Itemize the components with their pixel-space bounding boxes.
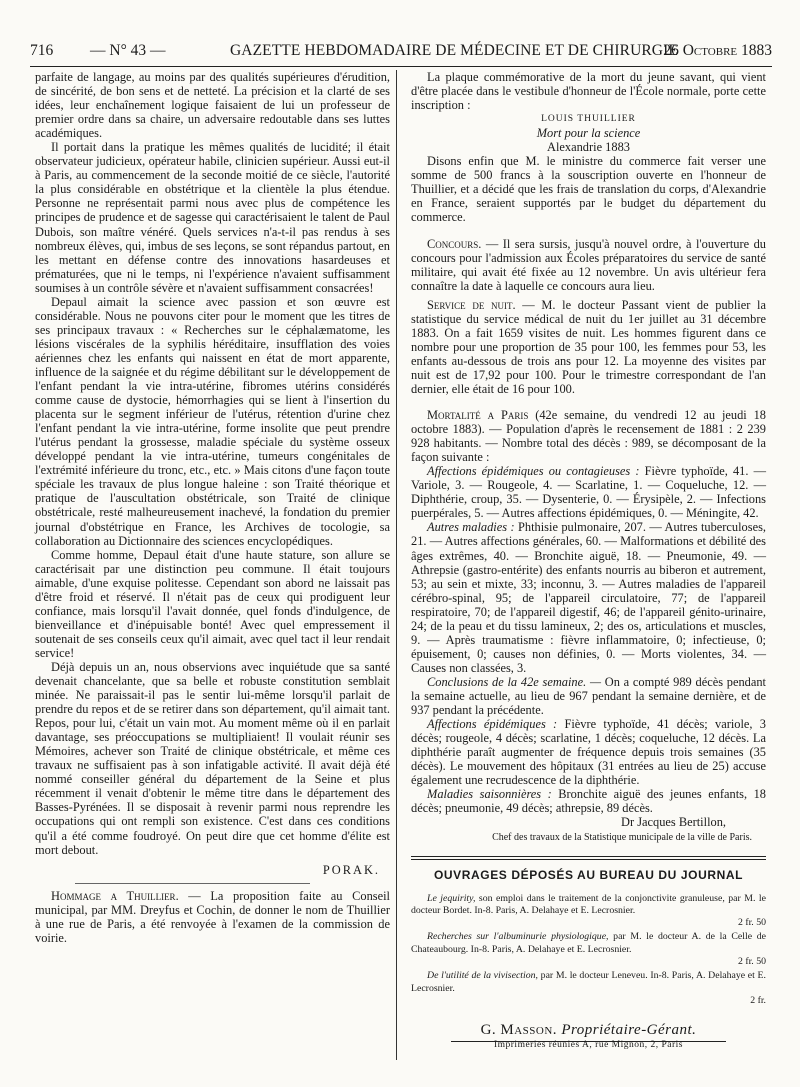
page-number: 716 [30,42,54,59]
issue-date: 26 Octobre 1883 [663,42,772,59]
book-title: De l'utilité de la vivisection, [427,970,538,982]
right-column [411,70,766,1042]
publisher-role: Propriétaire-Gérant. [561,1022,697,1039]
journal-title: GAZETTE HEBDOMADAIRE DE MÉDECINE ET DE CHIRURGIE [230,42,678,59]
paragraph: Il portait dans la pratique les mêmes qualités de lucidité; il était observateur judicieux, opérateur habile, clinicien supérieur. Aussi eut-il à Paris, au commencement de la seconde moitié de ce siècle, l'autorité la plus considérable en obstétrique et la clientèle la plus étendue. Personne ne représentait parmi nous avec plus de compétence les principes de prudence et de sagesse qui caractérisaient le talent de Paul Dubois, son maître vénéré. Quels services n'a-t-il pas rendus à ses nombreux élèves, qui, imbus de ses leçons, se sont répandus partout, en les mettant en défense contre des innovations hasardeuses et prématurées, que ni le temps, ni l'expérience n'avaient suffisamment soumises à un contrôle sévère et n'avaient suffisamment consacrées! [35,140,390,295]
news-item [411,298,766,396]
paragraph: La plaque commémorative de la mort du jeune savant, qui vient d'être placée dans le vestibule d'honneur de l'École normale, porte cette inscription : [411,70,766,113]
paragraph: Depaul aimait la science avec passion et son œuvre est considérable. Nous ne pouvons citer pour le moment que les titres de ses principaux travaux : « Recherches sur le céphalæmatome, les lésions viscérales de la syphilis héréditaire, insufflation des voies aériennes chez les enfants qui naissent en état de mort apparente, influence de la saignée et du régime débilitant sur le développement de l'enfant pendant la vie intra-utérine, fibromes utérins considérés comme cause de dystocie, hémorrhagies qui se lient à l'insertion du placenta sur le segment inférieur de l'utérus, rétention d'urine chez l'enfant pendant la vie intra-utérine, forme insolite que peut prendre l'utérus pendant la grossesse, maladie spéciale du système osseux développé pendant la vie intra-utérine, tumeurs congénitales de l'extrémité inférieure du tronc, etc., etc. » Mais citons d'une façon toute spéciale les travaux de plus longue haleine : son Traité théorique et pratique de l'auscultation obstétricale, son Traité de clinique obstétricale, resté malheureusement inachevé, la fondation du premier journal d'obstétrique en France, les Archives de tocologie, sa collaboration au Dictionnaire des sciences encyclopédiques. [35,294,390,548]
paragraph: Déjà depuis un an, nous observions avec inquiétude que sa santé devenait chancelante, que sa belle et robuste constitution semblait minée. Ne paraissait-il pas le sentir lui-même lorsqu'il parlait de prendre du repos et de se retirer dans son département, qu'il aimait tant. Repos, pour lui, c'était un vain mot. Au moment même où il en parlait davantage, ses préoccupations se multipliaient! Il voulait réunir ses Mémoires, achever son Traité de clinique obstétricale, et même ces travaux ne suffisaient pas à son infatigable activité. Il avait déjà été nommé conseiller général du département de la Seine et plus récemment il venait d'obtenir le même titre dans le département des Basses-Pyrénées. Il se disposait à revenir parmi nous reprendre les occupations qui ont rempli son existence. C'est dans ces conditions qu'il a été comme foudroyé. On peut dire que cet homme d'élite est mort debout. [35,659,390,857]
book-details: par M. le docteur A. de la Celle de Chateaubourg. In-8. Paris, A. Delahaye et E. Lecrosnier. [411,931,767,955]
plaque-line: Mort pour la science [536,126,641,141]
stat-heading: Maladies saisonnières : [427,787,552,802]
news-text: La proposition faite au Conseil municipal, par MM. Dreyfus et Cochin, de donner le nom de Thuillier à une rue de Paris, a été renvoyée à l'examen de la commission de voirie. [35,888,390,945]
stat-item [411,787,766,815]
news-heading: Service de nuit. — [427,297,535,312]
stat-item [411,675,766,717]
publisher-line [411,1023,766,1037]
news-item [411,237,766,293]
stat-text: Phthisie pulmonaire, 207. — Autres tuberculoses, 21. — Autres affections générales, 60. — Malformations et débilité des âges extrêmes, 40. — Bronchite aiguë, 18. — Pneumonie, 49. — Athrepsie (gastro-entérite) des enfants nourris au biberon et autrement, 53; au sein et mixte, 33; inconnu, 3. — Autres maladies de l'appareil cérébro-spinal, 95; de l'appareil circulatoire, 77; de l'appareil respiratoire, 70; de l'appareil digestif, 46; de l'appareil génito-urinaire, 24; de la peau et du tissu lamineux, 2; des os, articulations et muscles, 9. — Après traumatisme : fièvre inflammatoire, 0; infectieuse, 0; épuisement, 0; causes non définies, 0. — Morts violentes, 34. — Causes non classées, 3. [411,520,766,675]
stat-heading: Affections épidémiques : [427,717,558,732]
ouvrages-rule-top [411,856,766,857]
left-column [35,70,390,945]
stat-heading: Autres maladies : [427,520,515,535]
paragraph: Disons enfin que M. le ministre du commerce fait verser une somme de 500 francs à la souscription ouverte en l'honneur de Thuillier, et a décidé que les frais de translation du corps, d'Alexandrie en France, seraient supportés par le budget du département du commerce. [411,154,766,225]
book-price: 2 fr. 50 [737,917,766,929]
stat-item [411,520,766,675]
stat-item [411,717,766,787]
plaque-line: Alexandrie 1883 [547,140,630,155]
stat-text: On a compté 989 décès pendant la semaine actuelle, au lieu de 967 pendant la semaine dernière, et de 937 pendant la précédente. [411,674,767,718]
header-rule [30,66,772,67]
stat-item [411,464,766,520]
news-heading: Concours. — [427,236,499,251]
paragraph: parfaite de langage, au moins par des qualités supérieures d'érudition, de sincérité, de bon sens et de netteté. La précision et la clarté de ses idées, leur enchaînement logique faisaient de lui un professeur de premier ordre dans sa chaire, un adversaire redoutable dans ses luttes académiques. [35,70,390,141]
stat-text: Bronchite aiguë des jeunes enfants, 18 décès; pneumonie, 49 décès; athrepsie, 89 décès. [411,787,766,816]
book-entry [411,893,766,930]
ouvrages-rule-bottom [411,859,766,860]
news-heading: Hommage a Thuillier. — [51,888,201,903]
bertillon-signature: Dr Jacques Bertillon, [621,815,726,830]
stat-text: Fièvre typhoïde, 41 décès; variole, 3 décès; rougeole, 4 décès; scarlatine, 1 décès; coqueluche, 12 décès. La diphthérie paraît augmenter de fréquence depuis trois semaines (35 décès). Le mouvement des hôpitaux (31 entrées au lieu de 25) accuse également une recrudescence de la diphthérie. [411,717,766,788]
book-details: son emploi dans le traitement de la conjonctivite granuleuse, par M. le docteur Bordet. In-8. Paris, A. Delahaye et E. Lecrosnier. [411,892,766,916]
bertillon-title: Chef des travaux de la Statistique municipale de la ville de Paris. [492,832,752,844]
printer-line: Imprimeries réunies A, rue Mignon, 2, Paris [493,1040,684,1050]
column-divider [396,70,397,1060]
book-title: Le jequirity, [427,892,476,904]
stat-heading: Affections épidémiques ou contagieuses : [427,464,640,479]
publisher-name: G. Masson. [480,1022,558,1039]
book-entry [411,931,766,968]
section-divider [75,883,310,884]
book-details: par M. le docteur Leneveu. In-8. Paris, A. Delahaye et E. Lecrosnier. [411,970,766,994]
news-item [35,889,390,945]
book-price: 2 fr. [750,994,766,1006]
author-signature: PORAK. [322,862,380,877]
stat-heading: Conclusions de la 42e semaine. — [427,674,602,689]
news-item [411,408,766,464]
news-heading: Mortalité a Paris [427,408,529,423]
book-title: Recherches sur l'albuminurie physiologique, [427,931,609,943]
page-header [30,40,772,62]
news-text: M. le docteur Passant vient de publier la statistique du service médical de nuit du 1er juillet au 31 décembre 1883. On a fait 1659 visites de nuit. Les hommes figurent dans ce nombre pour une proportion de 35 pour 100, les femmes pour 53, les enfants au-dessous de trois ans pour 12. La moyenne des visites par nuit est de 17,92 pour 100. Pour le trimestre correspondant de l'an dernier, elle était de 16 pour 100. [411,297,766,396]
book-entry [411,970,766,1007]
book-price: 2 fr. 50 [737,956,766,968]
plaque-name: LOUIS THUILLIER [541,114,636,125]
paragraph: Comme homme, Depaul était d'une haute stature, son allure se caractérisait par une distinction peu commune. Il était toujours aimable, d'une exquise politesse. Cependant son abord ne laissait pas d'être froid et réservé. Il n'était pas de ceux qui prodiguent leur confiance, mais lorsqu'il l'avait donnée, quel fonds d'indulgence, de bienveillance et d'inépuisable bonté! Avec quel empressement il soutenait de ses conseils ceux qu'il aimait, avec quel tact il leur rendait service! [35,547,390,660]
ouvrages-heading: OUVRAGES DÉPOSÉS AU BUREAU DU JOURNAL [433,868,744,883]
news-text: Il sera sursis, jusqu'à nouvel ordre, à l'ouverture du concours pour l'admission aux Écoles préparatoires du service de santé militaire, qui avait été fixée au 12 novembre. Un avis ultérieur fera connaître la date à laquelle ce concours aura lieu. [411,236,766,293]
news-text: (42e semaine, du vendredi 12 au jeudi 18 octobre 1883). — Population d'après le recensement de 1881 : 2 239 928 habitants. — Nombre total des décès : 989, se décomposant de la façon suivante : [411,408,766,465]
issue-number: — N° 43 — [90,42,166,59]
stat-text: Fièvre typhoïde, 41. — Variole, 3. — Rougeole, 4. — Scarlatine, 1. — Coqueluche, 12. — Diphthérie, croup, 35. — Dysenterie, 0. — Érysipèle, 2. — Infections puerpérales, 5. — Autres affections épidémiques, 0. — Méningite, 42. [411,464,766,521]
